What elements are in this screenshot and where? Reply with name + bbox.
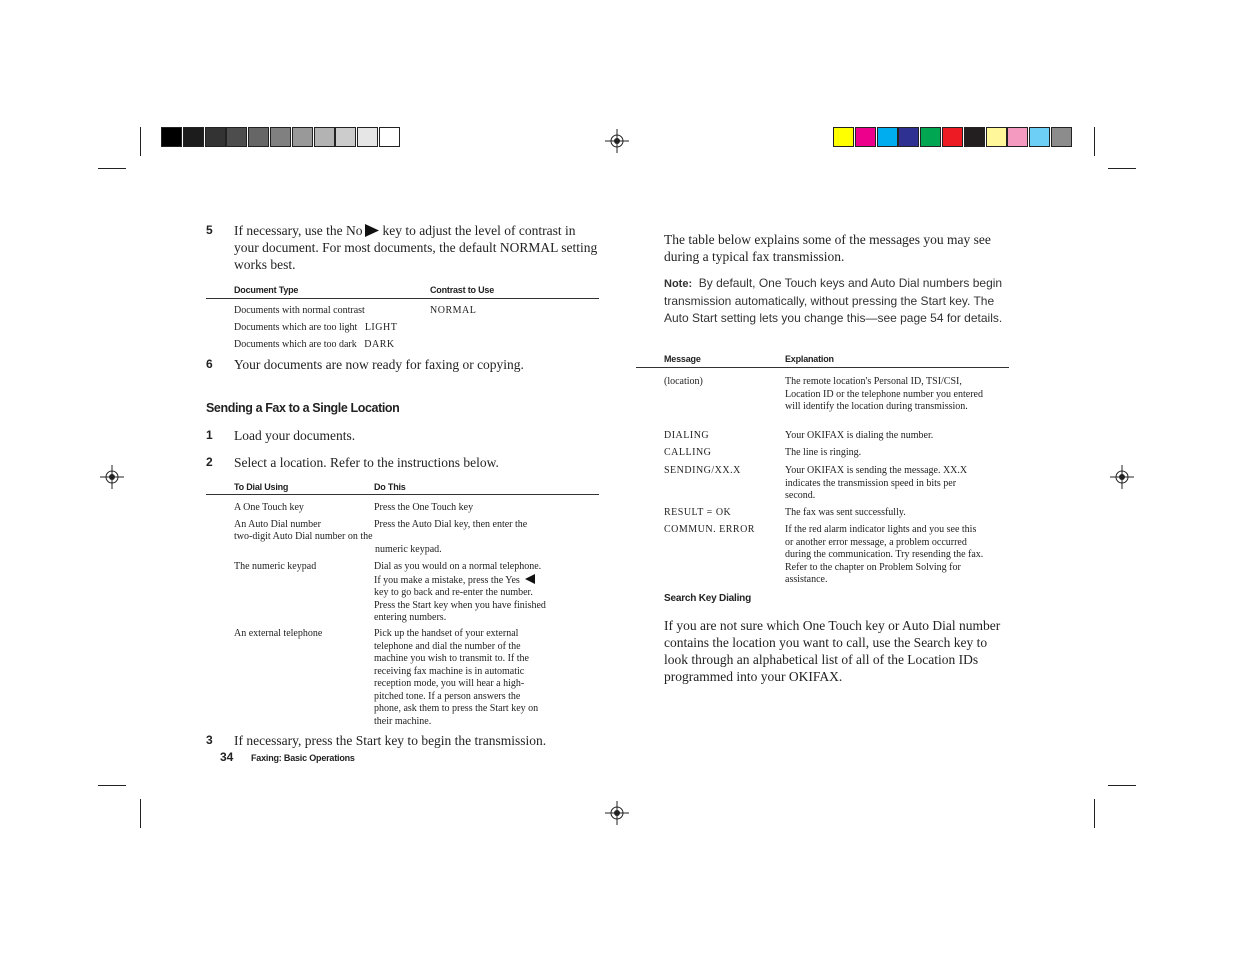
registration-mark-icon: [100, 465, 124, 489]
color-swatch: [161, 127, 182, 147]
color-swatch: [248, 127, 269, 147]
color-swatch: [183, 127, 204, 147]
color-swatch: [942, 127, 963, 147]
document-type-cell: Documents which are too dark: [234, 339, 357, 350]
dial-method-cell: An external telephone: [234, 628, 323, 639]
color-swatch: [1051, 127, 1072, 147]
table-row: [234, 305, 365, 318]
step-number: 3: [206, 733, 213, 747]
step-number: 6: [206, 357, 213, 371]
step-1-text: Load your documents.: [234, 428, 356, 443]
message-cell: COMMUN. ERROR: [664, 524, 755, 535]
crop-mark: [1108, 785, 1136, 786]
step-3-text: If necessary, press the Start key to begin the transmission.: [234, 733, 547, 748]
message-cell: RESULT = OK: [664, 507, 732, 518]
registration-mark-icon: [605, 129, 629, 153]
contrast-cell: DARK: [364, 339, 395, 350]
table-row: [234, 339, 395, 352]
note-label: Note:: [664, 278, 693, 290]
dial-action-cell: Press the One Touch key: [374, 502, 474, 513]
step-5-text-a: If necessary, use the No: [234, 223, 363, 238]
page-number: 34: [220, 750, 234, 764]
crop-mark: [140, 127, 141, 156]
dial-action-cell: Press the Auto Dial key, then enter the: [374, 519, 528, 530]
document-type-cell: Documents which are too light: [234, 322, 358, 333]
crop-mark: [98, 168, 126, 169]
color-swatch: [205, 127, 226, 147]
table-header-contrast: Contrast to Use: [430, 285, 495, 295]
color-swatch: [986, 127, 1007, 147]
right-triangle-icon: [364, 224, 380, 237]
step-number: 5: [206, 223, 213, 237]
color-swatch: [379, 127, 400, 147]
search-paragraph: If you are not sure which One Touch key or Auto Dial number contains the location you want to call, use the Search key to look through an alphabetical list of all of the Location IDs programmed into your OKIFAX.: [664, 618, 1001, 684]
crop-mark: [1094, 799, 1095, 828]
table-row: [234, 322, 397, 335]
color-swatch: [292, 127, 313, 147]
color-swatch: [314, 127, 335, 147]
crop-mark: [1094, 127, 1095, 156]
subsection-title: Search Key Dialing: [664, 593, 751, 604]
explanation-cell: Your OKIFAX is dialing the number.: [785, 430, 934, 441]
color-swatch: [964, 127, 985, 147]
table-rule: [206, 298, 599, 299]
explanation-cell: Your OKIFAX is sending the message. XX.X indicates the transmission speed in bits per second.: [785, 465, 968, 501]
crop-mark: [98, 785, 126, 786]
dial-action-yes: If you make a mistake, press the Yes: [374, 574, 520, 586]
contrast-cell: NORMAL: [430, 305, 477, 316]
table-header-do-this: Do This: [374, 482, 406, 492]
dial-method-cell: An Auto Dial number: [234, 519, 321, 530]
explanation-cell: The fax was sent successfully.: [785, 507, 906, 518]
color-swatch: [226, 127, 247, 147]
dial-action-line: key to go back and re-enter the number. Press the Start key when you have finished entering numbers.: [374, 587, 546, 623]
step-number: 1: [206, 428, 213, 442]
table-header-message: Message: [664, 354, 701, 364]
dial-action-cell: Pick up the handset of your external telephone and dial the number of the machine you wish to transmit to. If the receiving fax machine is in automatic reception mode, you will hear a high-pitched tone. If a person answers the phone, ask them to press the Start key on their machine.: [374, 628, 539, 727]
note-paragraph: [664, 275, 1010, 327]
message-cell: (location): [664, 376, 703, 387]
dial-action-line: Dial as you would on a normal telephone.: [374, 561, 542, 572]
color-swatch: [833, 127, 854, 147]
table-header-explanation: Explanation: [785, 354, 834, 364]
color-swatch: [270, 127, 291, 147]
step-5-text-b: key to adjust the level of contrast in your document. For most documents, the default NORMAL setting works best.: [234, 223, 598, 272]
table-rule: [636, 367, 1009, 368]
step-6-text: Your documents are now ready for faxing or copying.: [234, 357, 524, 372]
color-swatch: [335, 127, 356, 147]
color-swatch: [898, 127, 919, 147]
explanation-cell: If the red alarm indicator lights and you see this or another error message, a problem occurred during the communication. Try resending the fax. Refer to the chapter on Problem Solving for assistance.: [785, 524, 984, 585]
color-swatch: [357, 127, 378, 147]
color-swatch: [877, 127, 898, 147]
color-swatch: [1029, 127, 1050, 147]
step-number: 2: [206, 455, 213, 469]
registration-mark-icon: [1110, 465, 1134, 489]
table-rule: [206, 494, 599, 495]
dial-method-cell: A One Touch key: [234, 502, 304, 513]
crop-mark: [140, 799, 141, 828]
dial-action-cell: [374, 561, 554, 625]
table-header-dial-using: To Dial Using: [234, 482, 289, 492]
document-type-cell: Documents with normal contrast: [234, 305, 365, 316]
dial-action-cell: numeric keypad.: [375, 544, 442, 555]
table-header-document-type: Document Type: [234, 285, 299, 295]
dial-method-cell: The numeric keypad: [234, 561, 317, 572]
message-cell: SENDING/XX.X: [664, 465, 741, 476]
intro-paragraph: The table below explains some of the messages you may see during a typical fax transmission.: [664, 232, 991, 264]
color-swatch: [855, 127, 876, 147]
explanation-cell: The remote location's Personal ID, TSI/CSI, Location ID or the telephone number you entered will identify the location during transmission.: [785, 376, 983, 412]
message-cell: DIALING: [664, 430, 710, 441]
section-title: Sending a Fax to a Single Location: [206, 401, 400, 415]
color-swatch: [920, 127, 941, 147]
explanation-cell: The line is ringing.: [785, 447, 862, 458]
crop-mark: [1108, 168, 1136, 169]
left-triangle-icon: [524, 574, 536, 584]
contrast-cell: LIGHT: [364, 322, 398, 333]
registration-mark-icon: [605, 801, 629, 825]
dial-action-line: [374, 574, 554, 588]
step-5-text: [234, 222, 599, 273]
message-cell: CALLING: [664, 447, 712, 458]
color-swatch: [1007, 127, 1028, 147]
step-2-text: Select a location. Refer to the instructions below.: [234, 455, 499, 470]
dial-method-cell: two-digit Auto Dial number on the: [234, 531, 373, 542]
note-text: By default, One Touch keys and Auto Dial numbers begin transmission automatically, without pressing the Start key. The Auto Start setting lets you change this—see page 54 for details.: [664, 276, 1003, 325]
footer-label: Faxing: Basic Operations: [251, 753, 355, 763]
